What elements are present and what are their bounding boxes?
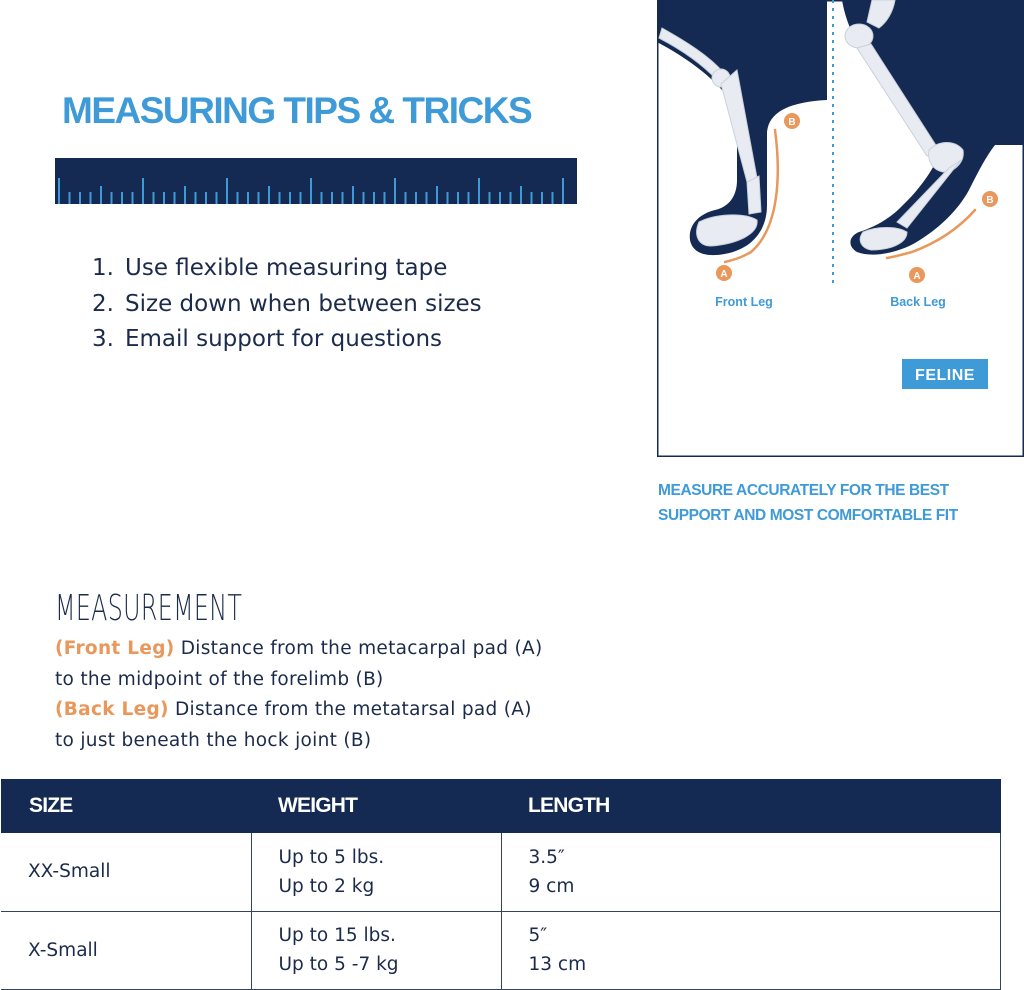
back-point-a-label: A xyxy=(913,271,921,282)
tip-item xyxy=(92,322,482,358)
size-cell: X-Small xyxy=(1,911,251,989)
weight-lbs: Up to 5 lbs. xyxy=(278,846,385,868)
length-column-header: LENGTH xyxy=(501,779,1001,833)
table-row xyxy=(1,911,1001,989)
tip-number: 2. xyxy=(92,290,114,317)
tips-list xyxy=(92,251,482,358)
tip-text: Email support for questions xyxy=(125,326,443,352)
size-chart-table xyxy=(1,779,1001,990)
measurement-line xyxy=(55,634,542,665)
tip-item xyxy=(92,251,482,287)
length-cell xyxy=(501,911,1001,989)
size-cell: XX-Small xyxy=(1,833,251,911)
tip-number: 3. xyxy=(92,326,114,352)
length-cm: 9 cm xyxy=(528,875,575,897)
measurement-description xyxy=(55,634,542,756)
back-leg-label: Back Leg xyxy=(890,295,946,309)
measurement-line xyxy=(55,695,542,726)
weight-kg: Up to 5 -7 kg xyxy=(278,954,399,975)
tip-text: Size down when between sizes xyxy=(125,290,482,317)
length-in: 3.5″ xyxy=(528,846,565,868)
back-leg-highlight: (Back Leg) xyxy=(55,699,169,720)
length-in: 5″ xyxy=(528,925,548,946)
weight-cell xyxy=(251,911,501,989)
size-column-header: SIZE xyxy=(1,779,251,833)
front-point-a-label: A xyxy=(720,269,728,280)
measuring-tape-graphic xyxy=(55,158,577,204)
fit-caption-line: MEASURE ACCURATELY FOR THE BEST xyxy=(658,482,949,499)
front-leg-highlight: (Front Leg) xyxy=(55,638,175,659)
table-header-row xyxy=(1,779,1001,833)
measurement-text: Distance from the metacarpal pad (A) xyxy=(180,638,543,659)
leg-measurement-illustration xyxy=(657,0,1024,457)
fit-caption-line: SUPPORT AND MOST COMFORTABLE FIT xyxy=(658,507,958,524)
weight-kg: Up to 2 kg xyxy=(278,875,375,897)
weight-column-header: WEIGHT xyxy=(251,779,501,833)
measurement-text: Distance from the metatarsal pad (A) xyxy=(174,699,532,720)
weight-lbs: Up to 15 lbs. xyxy=(278,925,396,946)
tip-number: 1. xyxy=(92,255,114,281)
measurement-line: to the midpoint of the forelimb (B) xyxy=(55,668,384,690)
back-point-b-label: B xyxy=(986,195,994,206)
tip-item xyxy=(92,287,482,323)
table-row xyxy=(1,833,1001,911)
length-cm: 13 cm xyxy=(528,954,587,975)
weight-cell xyxy=(251,833,501,911)
tips-title: MEASURING TIPS & TRICKS xyxy=(62,90,532,131)
measurement-title: MEASUREMENT xyxy=(55,588,243,629)
front-leg-label: Front Leg xyxy=(715,295,773,309)
fit-caption xyxy=(658,478,1018,528)
feline-badge-label: FELINE xyxy=(915,367,975,384)
length-cell xyxy=(501,833,1001,911)
tip-text: Use flexible measuring tape xyxy=(125,255,448,281)
front-point-b-label: B xyxy=(788,117,796,128)
measurement-line: to just beneath the hock joint (B) xyxy=(55,729,372,751)
